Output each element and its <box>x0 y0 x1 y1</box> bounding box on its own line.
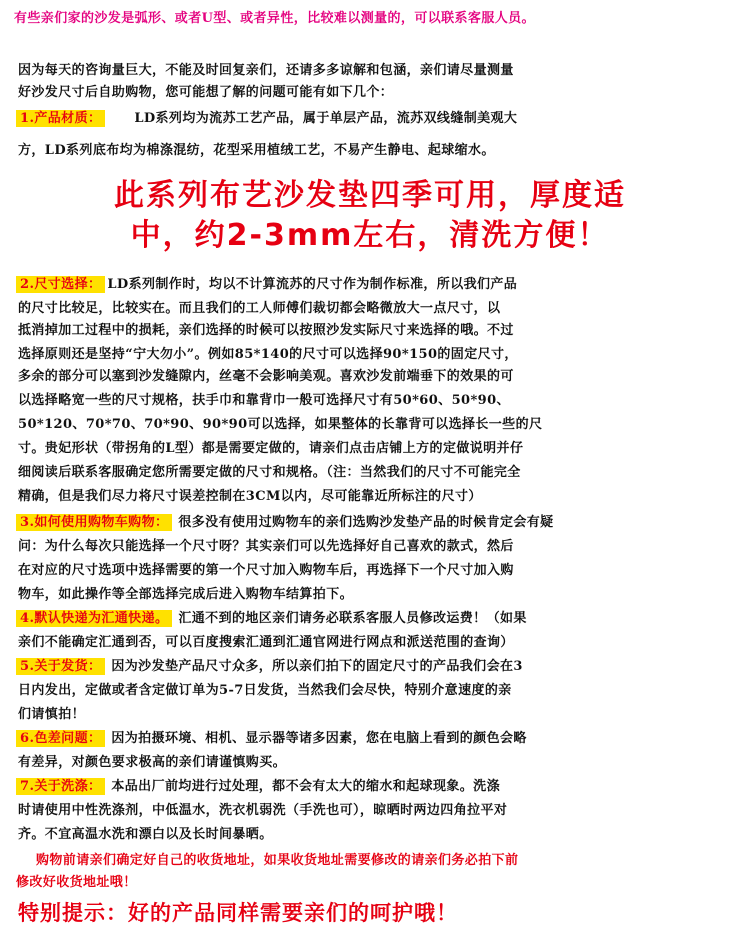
size-line-2: 的尺寸比较足，比较实在。而且我们的工人师傅们裁切都会略微放大一点尺寸，以 <box>18 301 501 316</box>
shipping-row <box>16 608 740 630</box>
size-line-6: 以选择略宽一些的尺寸规格，扶手巾和靠背巾一般可选择尺寸有50*60、50*90、 <box>18 393 510 408</box>
material-row <box>16 108 740 130</box>
address-notice-line-1: 购物前请亲们确定好自己的收货地址，如果收货地址需要修改的请亲们务必拍下前 <box>36 853 519 868</box>
size-line-9: 细阅读后联系客服确定您所需要定做的尺寸和规格。（注：当然我们的尺寸不可能完全 <box>18 465 521 480</box>
cart-row <box>16 512 740 534</box>
intro-line-2: 好沙发尺寸后自助购物，您可能想了解的问题可能有如下几个： <box>18 85 394 100</box>
wash-row <box>16 776 740 798</box>
shipping-line-2: 亲们不能确定汇通到否，可以百度搜索汇通到汇通官网进行网点和派送范围的查询） <box>18 635 514 650</box>
delivery-line-3: 们请慎拍！ <box>18 707 86 722</box>
size-tag: 2.尺寸选择： <box>16 276 105 293</box>
wash-line-1: 本品出厂前均进行过处理，都不会有太大的缩水和起球现象。洗涤 <box>111 779 500 794</box>
size-line-3: 抵消掉加工过程中的损耗，亲们选择的时候可以按照沙发实际尺寸来选择的哦。不过 <box>18 323 514 338</box>
size-line-1: LD系列制作时，均以不计算流苏的尺寸作为制作标准，所以我们产品 <box>107 277 518 292</box>
final-tip: 特别提示：好的产品同样需要亲们的呵护哦！ <box>18 901 458 925</box>
wash-line-2: 时请使用中性洗涤剂，中低温水，洗衣机弱洗（手洗也可），晾晒时两边四角拉平对 <box>18 803 508 818</box>
material-line-1: LD系列均为流苏工艺产品，属于单层产品，流苏双线缝制美观大 <box>134 111 518 126</box>
wash-tag: 7.关于洗涤： <box>16 778 105 795</box>
material-tag: 1.产品材质： <box>16 110 105 127</box>
size-line-10: 精确，但是我们尽力将尺寸误差控制在3CM以内，尽可能靠近所标注的尺寸） <box>18 489 482 504</box>
size-line-7: 50*120、70*70、70*90、90*90可以选择，如果整体的长靠背可以选择长一些的尺 <box>18 417 543 432</box>
top-notice: 有些亲们家的沙发是弧形、或者U型、或者异性，比较难以测量的，可以联系客服人员。 <box>14 11 535 26</box>
material-line-2: 方，LD系列底布均为棉涤混纺，花型采用植绒工艺，不易产生静电、起球缩水。 <box>18 143 495 158</box>
cart-tag: 3.如何使用购物车购物： <box>16 514 172 531</box>
address-notice-line-2: 修改好收货地址哦！ <box>16 875 137 890</box>
cart-line-1: 很多没有使用过购物车的亲们选购沙发垫产品的时候肯定会有疑 <box>178 515 554 530</box>
shipping-line-1: 汇通不到的地区亲们请务必联系客服人员修改运费！（如果 <box>178 611 527 626</box>
delivery-row <box>16 656 740 678</box>
color-line-2: 有差异，对颜色要求极高的亲们请谨慎购买。 <box>18 755 287 770</box>
color-line-1: 因为拍摄环境、相机、显示器等诸多因素，您在电脑上看到的颜色会略 <box>111 731 527 746</box>
delivery-line-2: 日内发出，定做或者含定做订单为5-7日发货，当然我们会尽快，特别介意速度的亲 <box>18 683 512 698</box>
delivery-line-1: 因为沙发垫产品尺寸众多，所以亲们拍下的固定尺寸的产品我们会在3 <box>111 659 523 674</box>
size-line-4: 选择原则还是坚持“宁大勿小”。例如85*140的尺寸可以选择90*150的固定尺寸， <box>18 347 518 362</box>
delivery-tag: 5.关于发货： <box>16 658 105 675</box>
color-row <box>16 728 740 750</box>
color-tag: 6.色差问题： <box>16 730 105 747</box>
size-line-5: 多余的部分可以塞到沙发缝隙内，丝毫不会影响美观。喜欢沙发前端垂下的效果的可 <box>18 369 514 384</box>
size-line-8: 寸。贵妃形状（带拐角的L型）都是需要定做的，请亲们点击店铺上方的定做说明并仔 <box>18 441 524 456</box>
shipping-tag: 4.默认快递为汇通快递。 <box>16 610 172 627</box>
headline-line-2: 中，约2-3mm左右，清洗方便！ <box>130 218 610 253</box>
wash-line-3: 齐。不宜高温水洗和漂白以及长时间暴晒。 <box>18 827 273 842</box>
size-row <box>16 274 740 296</box>
cart-line-2: 问：为什么每次只能选择一个尺寸呀？其实亲们可以先选择好自己喜欢的款式，然后 <box>18 539 514 554</box>
intro-line-1: 因为每天的咨询量巨大，不能及时回复亲们，还请多多谅解和包涵，亲们请尽量测量 <box>18 63 514 78</box>
cart-line-3: 在对应的尺寸选项中选择需要的第一个尺寸加入购物车后，再选择下一个尺寸加入购 <box>18 563 514 578</box>
headline-line-1: 此系列布艺沙发垫四季可用，厚度适 <box>114 178 626 213</box>
cart-line-4: 物车，如此操作等全部选择完成后进入购物车结算拍下。 <box>18 587 354 602</box>
